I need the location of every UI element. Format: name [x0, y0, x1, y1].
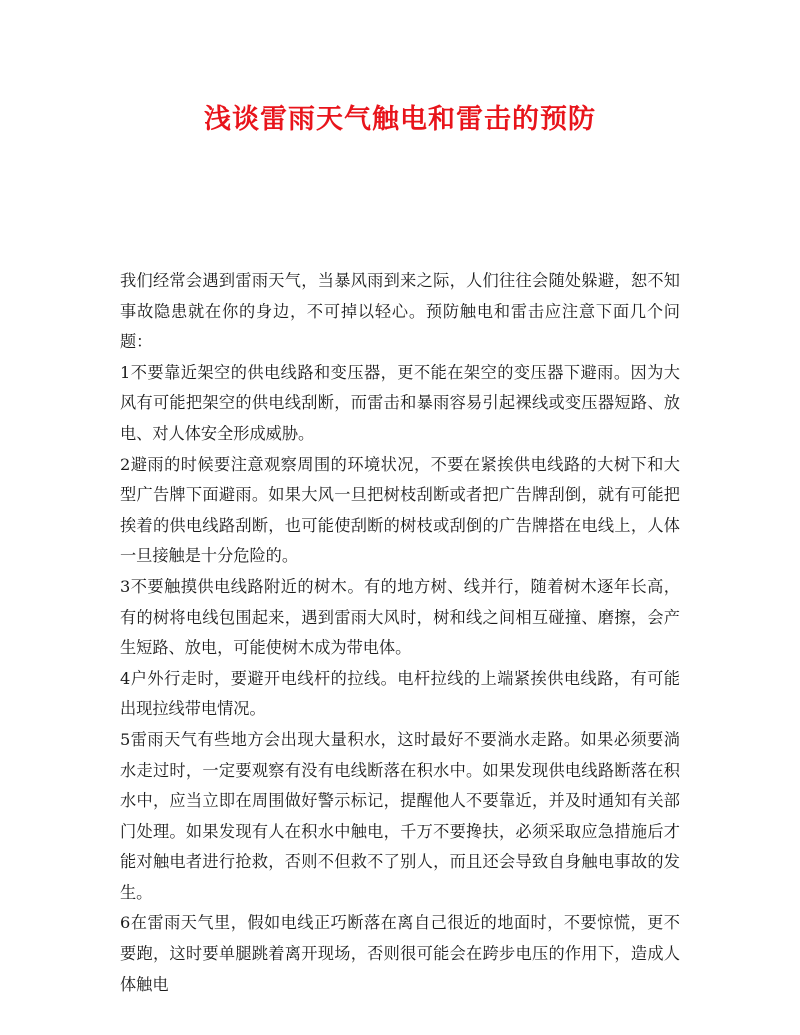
paragraph-1: 1不要靠近架空的供电线路和变压器，更不能在架空的变压器下避雨。因为大风有可能把架空的供电线刮断，而雷击和暴雨容易引起裸线或变压器短路、放电、对人体安全形成威胁。: [120, 362, 680, 443]
paragraph-6: 6在雷雨天气里，假如电线正巧断落在离自己很近的地面时，不要惊慌，更不要跑，这时要单腿跳着离开现场，否则很可能会在跨步电压的作用下，造成人体触电: [120, 913, 680, 994]
document-title: 浅谈雷雨天气触电和雷击的预防: [204, 104, 596, 135]
document-body: [120, 266, 680, 1000]
paragraph-2: 2避雨的时候要注意观察周围的环境状况，不要在紧挨供电线路的大树下和大型广告牌下面避雨。如果大风一旦把树枝刮断或者把广告牌刮倒，就有可能把挨着的供电线路刮断，也可能使刮断的树枝或刮倒的广告牌搭在电线上，人体一旦接触是十分危险的。: [120, 454, 680, 566]
paragraph-4: 4户外行走时，要避开电线杆的拉线。电杆拉线的上端紧挨供电线路，有可能出现拉线带电情况。: [120, 668, 680, 719]
paragraph-5: 5雷雨天气有些地方会出现大量积水，这时最好不要淌水走路。如果必须要淌水走过时，一定要观察有没有电线断落在积水中。如果发现供电线路断落在积水中，应当立即在周围做好警示标记，提醒他人不要靠近，并及时通知有关部门处理。如果发现有人在积水中触电，千万不要搀扶，必须采取应急措施后才能对触电者进行抢救，否则不但救不了别人，而且还会导致自身触电事故的发生。: [120, 729, 680, 902]
paragraph-intro: 我们经常会遇到雷雨天气，当暴风雨到来之际，人们往往会随处躲避，恕不知事故隐患就在你的身边，不可掉以轻心。预防触电和雷击应注意下面几个问题：: [120, 271, 680, 352]
paragraph-3: 3不要触摸供电线路附近的树木。有的地方树、线并行，随着树木逐年长高，有的树将电线包围起来，遇到雷雨大风时，树和线之间相互碰撞、磨擦，会产生短路、放电，可能使树木成为带电体。: [120, 576, 680, 658]
